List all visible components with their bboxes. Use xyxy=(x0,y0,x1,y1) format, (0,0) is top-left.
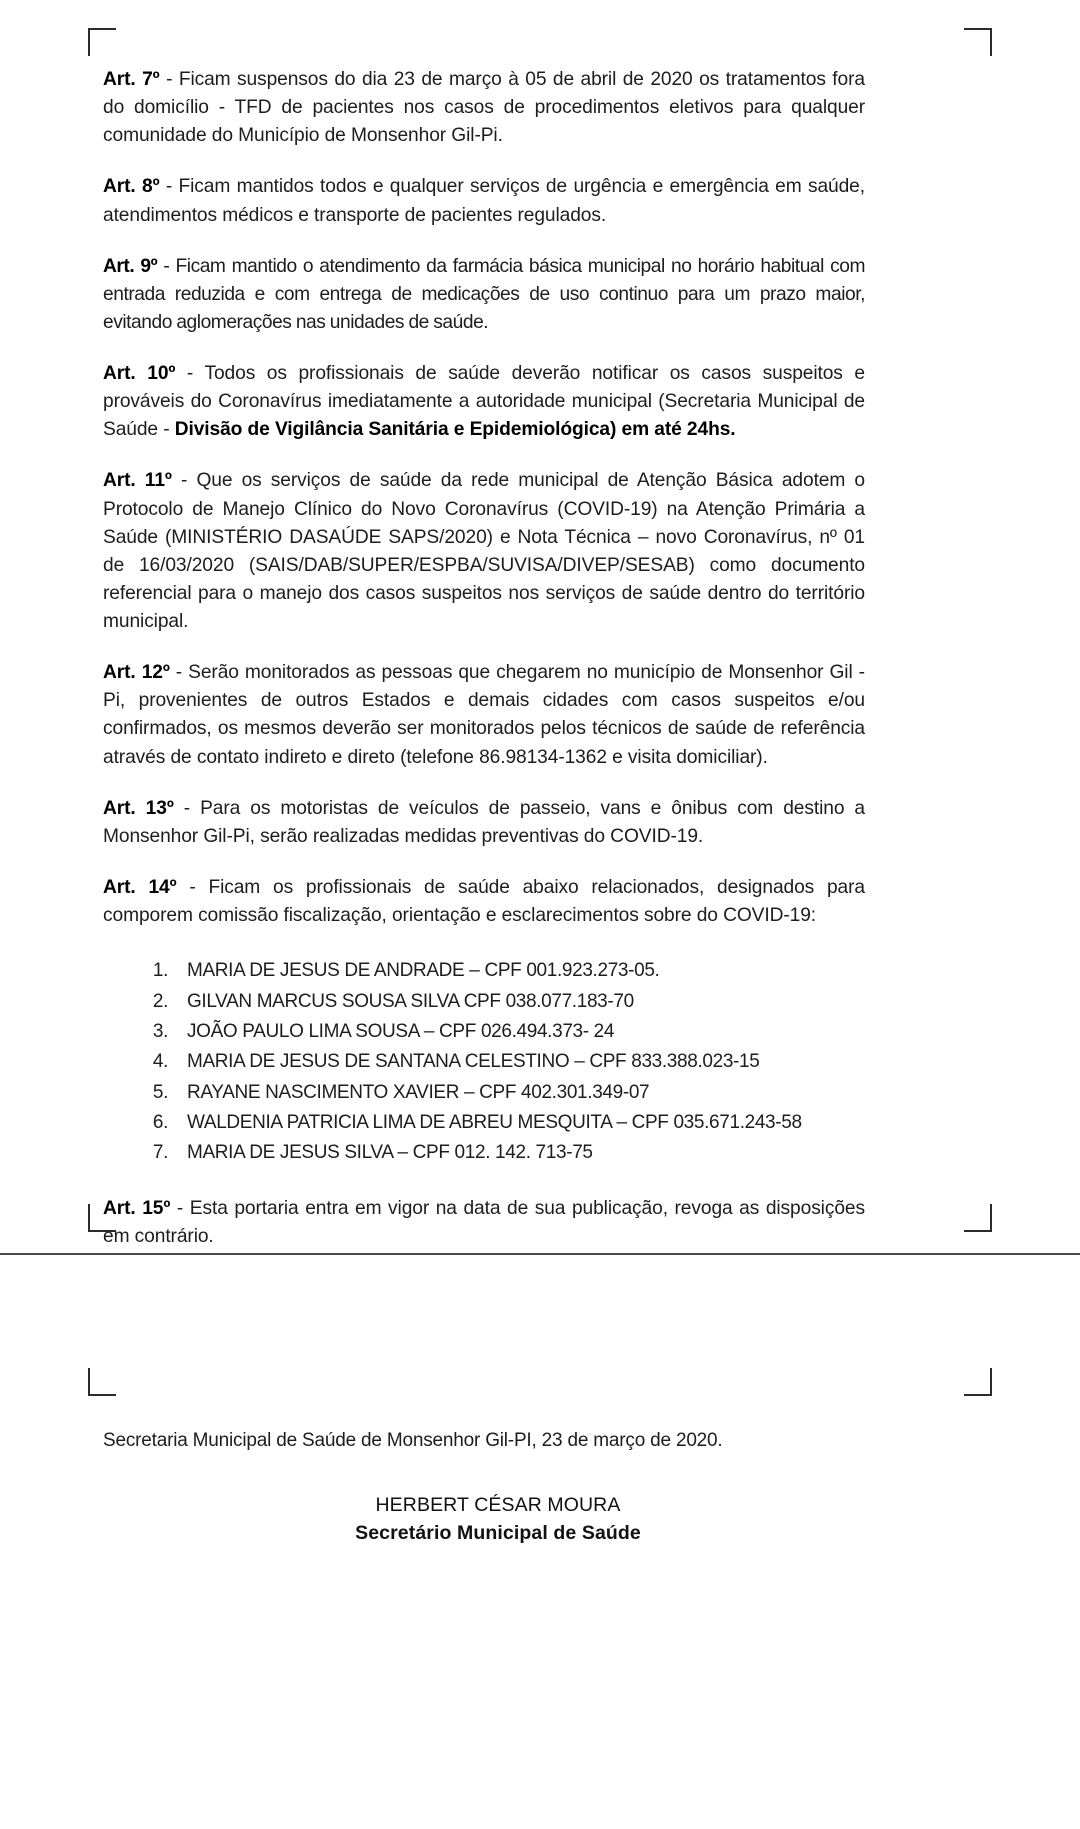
signatory-name: HERBERT CÉSAR MOURA xyxy=(375,1494,621,1516)
crop-mark-top-left xyxy=(88,28,116,56)
document-footer xyxy=(103,1430,893,1545)
article-text: Esta portaria entra em vigor na data de sua publicação, revoga as disposições em contrário. xyxy=(103,1197,865,1247)
crop-mark-footer-left xyxy=(88,1368,116,1396)
footer-place-and-date: Secretaria Municipal de Saúde de Monsenhor Gil-PI, 23 de março de 2020. xyxy=(103,1430,723,1451)
article-art-9 xyxy=(103,253,865,337)
commission-members-list xyxy=(103,956,865,1169)
document-body xyxy=(103,66,865,1251)
article-label: Art. 11º xyxy=(103,470,172,492)
signature-block xyxy=(168,1494,828,1545)
article-label: Art. 13º xyxy=(103,797,174,819)
signatory-role: Secretário Municipal de Saúde xyxy=(355,1522,641,1544)
article-art-12 xyxy=(103,659,865,772)
article-label: Art. 7º xyxy=(103,69,160,90)
list-item: 2. GILVAN MARCUS SOUSA SILVA CPF 038.077.183-70 xyxy=(173,987,865,1017)
article-separator: - xyxy=(157,255,176,277)
article-text: Ficam mantidos todos e qualquer serviços de urgência e emergência em saúde, atendimentos médicos e transporte de pacientes regulados. xyxy=(103,176,865,226)
article-text: Ficam os profissionais de saúde abaixo relacionados, designados para comporem comissão fiscalização, orientação e esclarecimentos sobre do COVID-19: xyxy=(103,876,865,926)
list-item: 6. WALDENIA PATRICIA LIMA DE ABREU MESQUITA – CPF 035.671.243-58 xyxy=(173,1108,865,1138)
article-art-11 xyxy=(103,467,865,636)
crop-mark-footer-right xyxy=(964,1368,992,1396)
crop-mark-top-right xyxy=(964,28,992,56)
article-label: Art. 14º xyxy=(103,876,177,898)
list-item: 3. JOÃO PAULO LIMA SOUSA – CPF 026.494.373- 24 xyxy=(173,1017,865,1047)
article-text: Para os motoristas de veículos de passeio, vans e ônibus com destino a Monsenhor Gil-Pi, serão realizadas medidas preventivas do COVID-19. xyxy=(103,797,865,847)
article-label: Art. 10º xyxy=(103,363,176,384)
article-art-7 xyxy=(103,66,865,150)
article-separator: - xyxy=(159,69,179,90)
crop-mark-bottom-right xyxy=(964,1204,992,1232)
article-label: Art. 9º xyxy=(103,255,158,277)
article-separator: - xyxy=(173,797,201,819)
article-text: Serão monitorados as pessoas que chegarem no município de Monsenhor Gil -Pi, provenientes de outros Estados e demais cidades com casos suspeitos e/ou confirmados, os mesmos deverão ser monitorados pelos técnicos de saúde de referência através de contato indireto e direto (telefone 86.98134-1362 e visita domiciliar). xyxy=(103,662,865,768)
article-art-14 xyxy=(103,874,865,930)
article-separator: - xyxy=(159,176,179,198)
article-separator: - xyxy=(176,876,209,898)
article-label: Art. 15º xyxy=(103,1197,171,1219)
article-separator: - xyxy=(170,1197,190,1219)
article-text: Que os serviços de saúde da rede municipal de Atenção Básica adotem o Protocolo de Manejo Clínico do Novo Coronavírus (COVID-19) na Atenção Primária a Saúde (MINISTÉRIO DASAÚDE SAPS/2020) e Nota Técnica – novo Coronavírus, nº 01 de 16/03/2020 (SAIS/DAB/SUPER/ESPBA/SUVISA/DIVEP/SESAB) como documento referencial para o manejo dos casos suspeitos nos serviços de saúde dentro do território municipal. xyxy=(103,470,865,632)
list-item: 5. RAYANE NASCIMENTO XAVIER – CPF 402.301.349-07 xyxy=(173,1078,865,1108)
article-text: Ficam mantido o atendimento da farmácia básica municipal no horário habitual com entrada reduzida e com entrega de medicações de uso continuo para um prazo maior, evitando aglomerações nas unidades de saúde. xyxy=(103,255,866,333)
page-separator-rule xyxy=(0,1253,1080,1255)
list-item: 1. MARIA DE JESUS DE ANDRADE – CPF 001.923.273-05. xyxy=(173,956,865,986)
article-separator: - xyxy=(175,363,205,384)
article-text: Ficam suspensos do dia 23 de março à 05 de abril de 2020 os tratamentos fora do domicílio - TFD de pacientes nos casos de procedimentos eletivos para qualquer comunidade do Município de Monsenhor Gil-Pi. xyxy=(103,69,865,147)
list-item: 7. MARIA DE JESUS SILVA – CPF 012. 142. 713-75 xyxy=(173,1138,865,1168)
article-label: Art. 8º xyxy=(103,176,160,198)
list-item: 4. MARIA DE JESUS DE SANTANA CELESTINO – CPF 833.388.023-15 xyxy=(173,1047,865,1077)
article-separator: - xyxy=(171,470,197,492)
article-text: Todos os profissionais de saúde deverão notificar os casos suspeitos e prováveis do Coronavírus imediatamente a autoridade municipal (Secretaria Municipal de Saúde - xyxy=(103,363,865,441)
article-art-8 xyxy=(103,173,865,229)
article-emphasis: Divisão de Vigilância Sanitária e Epidemiológica) em até 24hs. xyxy=(174,419,736,441)
article-separator: - xyxy=(169,662,189,684)
article-art-15 xyxy=(103,1195,865,1251)
article-art-13 xyxy=(103,795,865,851)
article-label: Art. 12º xyxy=(103,662,170,684)
article-art-10 xyxy=(103,360,865,444)
